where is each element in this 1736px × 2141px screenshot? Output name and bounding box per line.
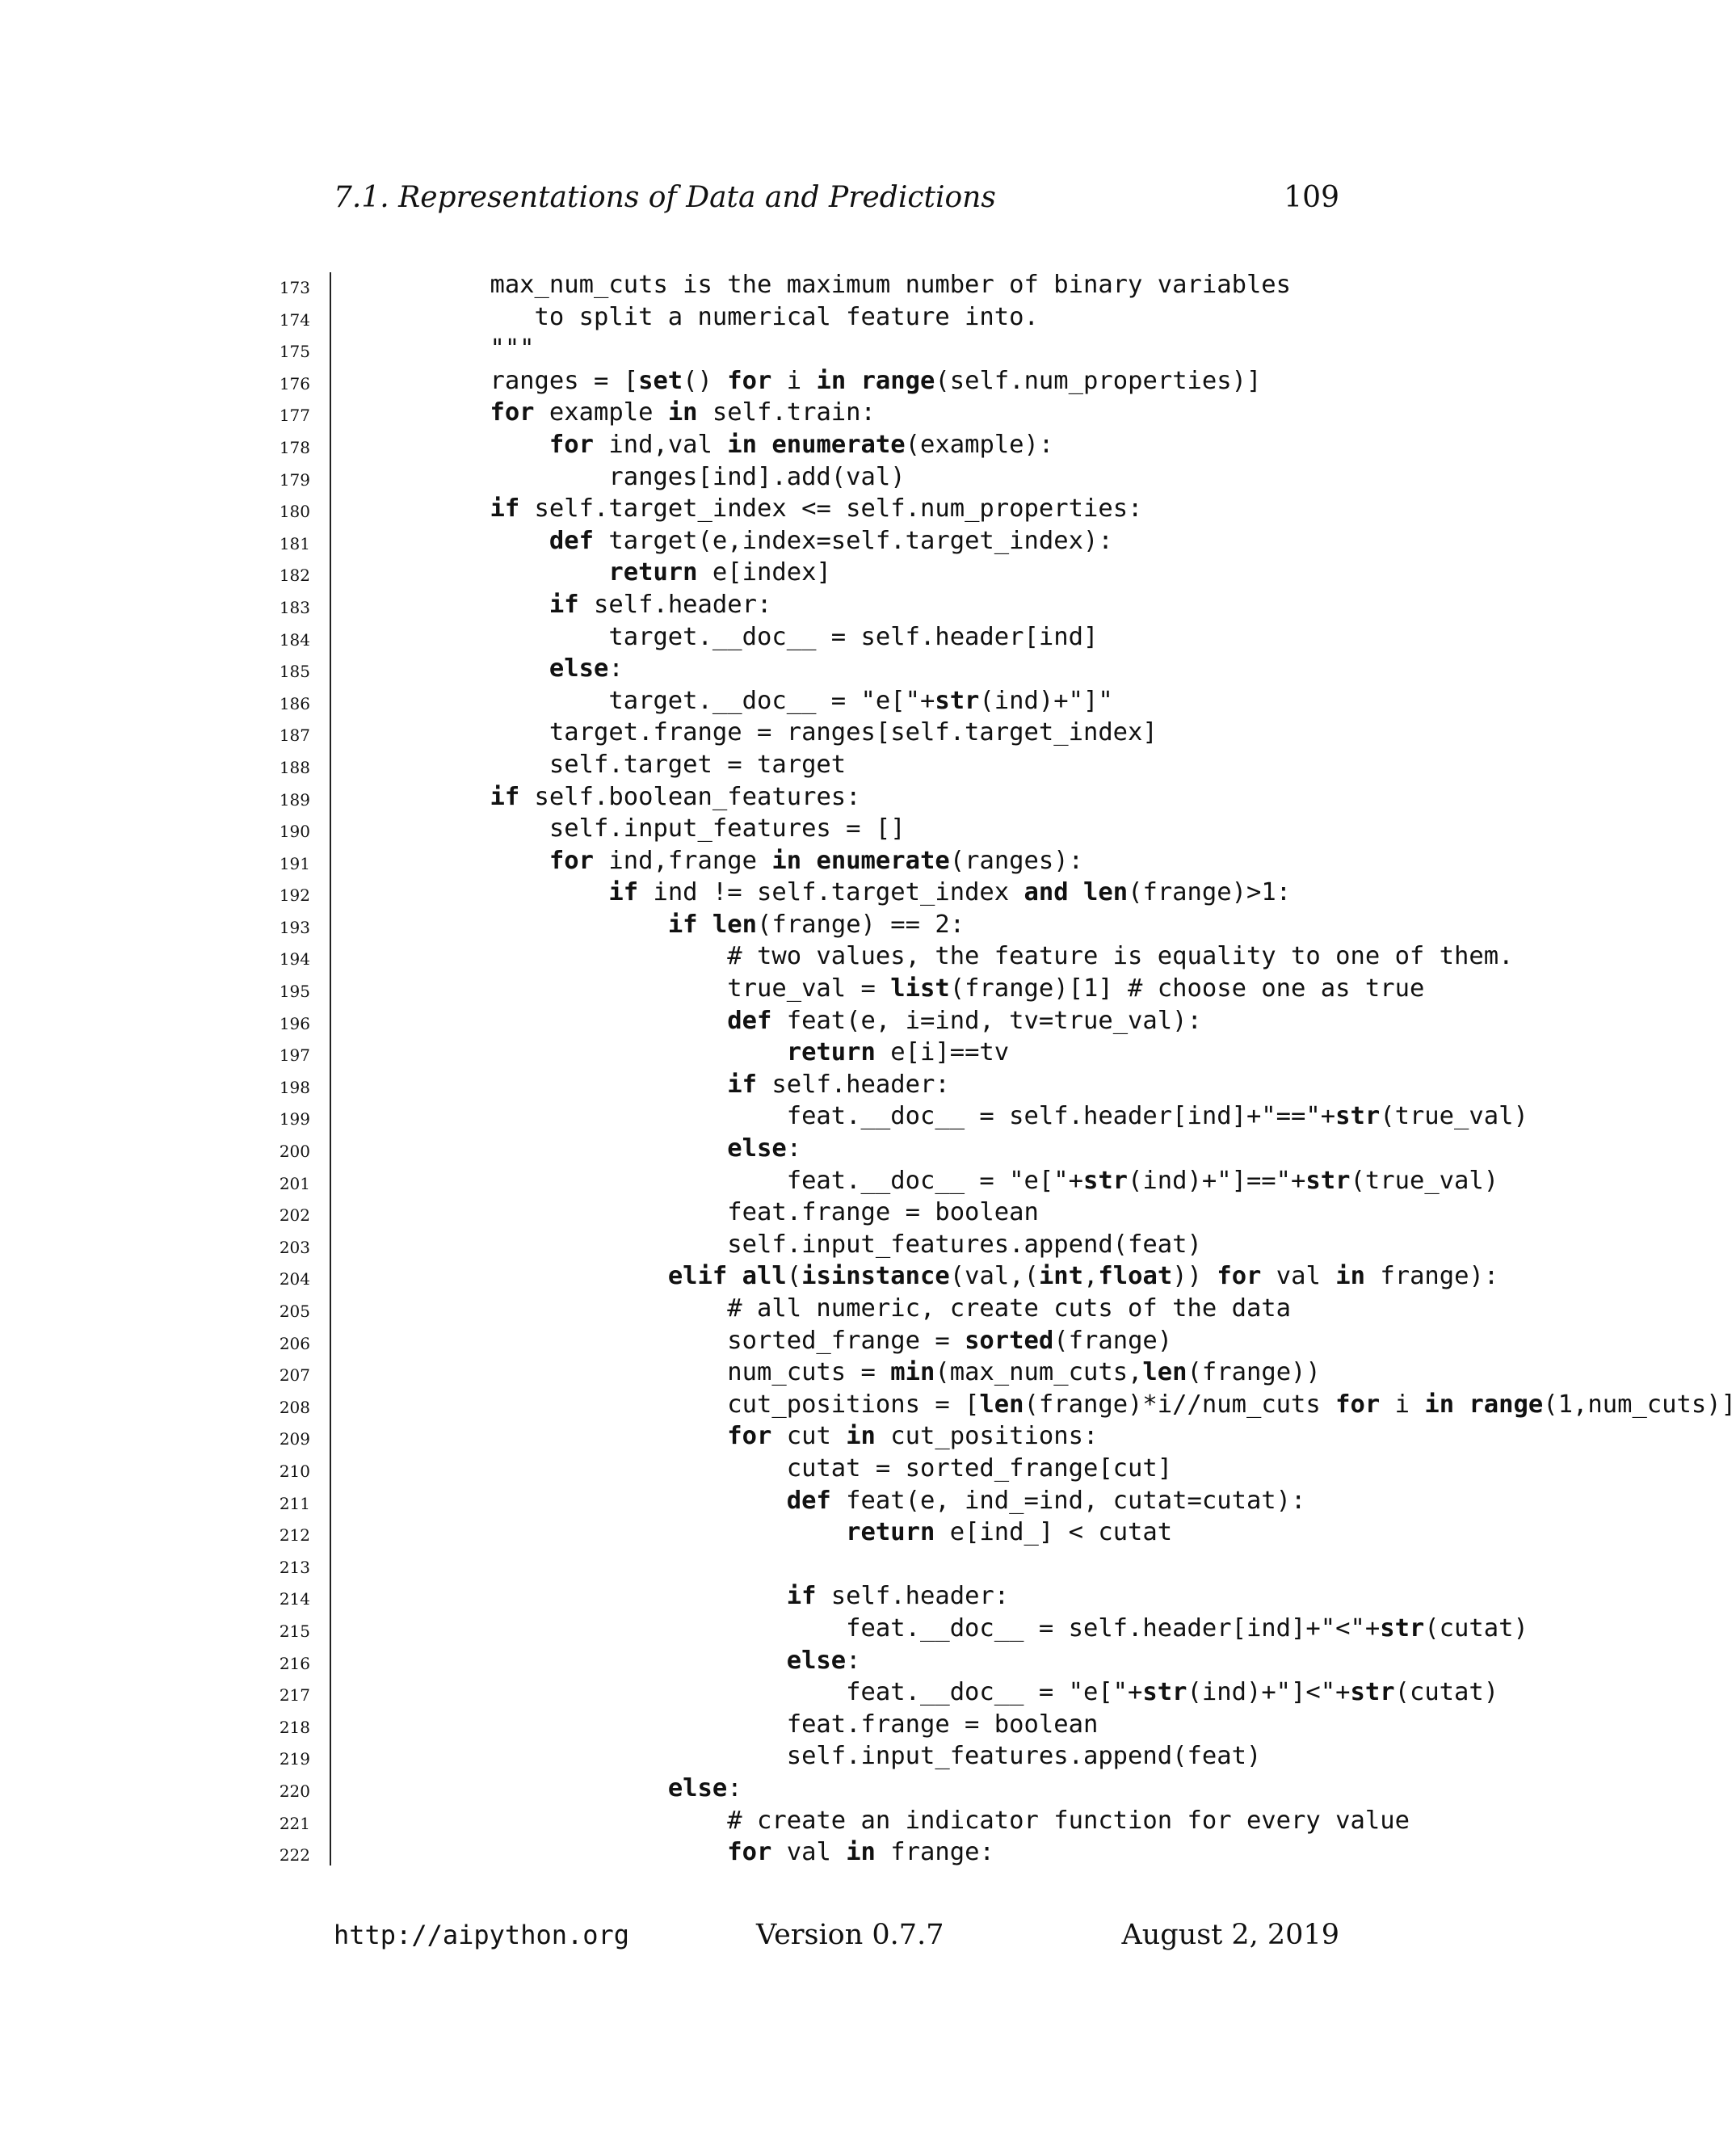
code-line — [259, 940, 1632, 973]
line-number: 213 — [279, 1557, 310, 1577]
line-number: 185 — [279, 662, 310, 682]
code-text: self.input_features.append(feat) — [431, 1230, 1202, 1259]
code-text: elif all(isinstance(val,(int,float)) for val in frange): — [667, 1262, 1499, 1291]
line-number: 201 — [279, 1173, 310, 1193]
line-number: 206 — [279, 1333, 310, 1353]
code-line — [259, 1805, 1632, 1837]
line-number: 202 — [279, 1205, 310, 1226]
page-footer — [334, 1913, 1339, 1957]
code-line — [259, 1229, 1632, 1261]
line-number: 184 — [279, 629, 310, 650]
code-text: ranges[ind].add(val) — [431, 462, 906, 491]
code-text: if ind != self.target_index and len(frange)>1: — [608, 878, 1292, 907]
code-line — [259, 813, 1632, 845]
line-number: 192 — [279, 885, 310, 906]
code-line — [259, 781, 1632, 814]
code-line — [259, 493, 1632, 525]
code-text: for cut in cut_positions: — [727, 1422, 1099, 1451]
line-number: 216 — [279, 1653, 310, 1673]
line-number: 179 — [279, 469, 310, 490]
code-line — [259, 1357, 1632, 1389]
line-number: 173 — [279, 278, 310, 297]
code-line — [259, 1037, 1632, 1069]
code-line — [259, 1293, 1632, 1325]
line-number: 207 — [279, 1365, 310, 1386]
code-text: if self.header: — [786, 1582, 1010, 1611]
code-line — [259, 877, 1632, 909]
code-text: def target(e,index=self.target_index): — [549, 526, 1113, 555]
code-text: max_num_cuts is the maximum number of binary variables — [431, 271, 1292, 299]
line-number: 220 — [279, 1781, 310, 1801]
code-line — [259, 1773, 1632, 1805]
code-text: if self.boolean_features: — [490, 782, 861, 811]
code-line — [259, 845, 1632, 877]
code-line — [259, 1516, 1632, 1549]
code-text: else: — [549, 654, 624, 684]
code-line — [259, 749, 1632, 781]
section-title: 7.1. Representations of Data and Predictions — [334, 181, 996, 214]
line-number: 177 — [279, 406, 310, 426]
code-line — [259, 461, 1632, 494]
line-number: 180 — [279, 502, 310, 522]
code-line — [259, 365, 1632, 397]
code-text: target.__doc__ = self.header[ind] — [431, 622, 1099, 651]
line-number: 209 — [279, 1429, 310, 1449]
code-text: # two values, the feature is equality to one of them. — [431, 942, 1514, 971]
code-text: true_val = list(frange)[1] # choose one as true — [431, 974, 1425, 1003]
code-line — [259, 1325, 1632, 1357]
running-head — [334, 176, 1339, 220]
line-number: 175 — [279, 342, 310, 362]
code-text: return e[i]==tv — [786, 1038, 1010, 1067]
line-number: 189 — [279, 789, 310, 810]
code-line — [259, 1389, 1736, 1421]
line-number: 203 — [279, 1237, 310, 1257]
code-line — [259, 589, 1632, 621]
line-number: 188 — [279, 757, 310, 777]
code-text: ranges = [set() for i in range(self.num_properties)] — [431, 366, 1262, 395]
code-text: self.target = target — [431, 750, 847, 779]
line-number: 219 — [279, 1749, 310, 1769]
code-line — [259, 301, 1632, 334]
code-line — [259, 717, 1632, 749]
code-line — [259, 1645, 1632, 1677]
footer-date: August 2, 2019 — [1121, 1919, 1339, 1951]
code-line — [259, 1165, 1632, 1197]
code-text: for val in frange: — [727, 1838, 994, 1867]
line-number: 204 — [279, 1269, 310, 1289]
code-line — [259, 1580, 1632, 1613]
line-number: 190 — [279, 822, 310, 842]
line-number: 176 — [279, 373, 310, 393]
line-number: 197 — [279, 1045, 310, 1066]
code-line — [259, 269, 1632, 301]
code-text: target.__doc__ = "e["+str(ind)+"]" — [431, 686, 1113, 715]
line-number: 212 — [279, 1525, 310, 1546]
page-number: 109 — [1284, 181, 1339, 214]
code-text: for example in self.train: — [490, 398, 876, 427]
line-number: 208 — [279, 1397, 310, 1417]
code-line — [259, 1676, 1632, 1709]
code-line — [259, 1709, 1632, 1741]
code-text: feat.__doc__ = self.header[ind]+"<"+str(cutat) — [431, 1613, 1528, 1643]
code-line — [259, 1453, 1632, 1485]
line-number: 195 — [279, 982, 310, 1002]
line-number: 182 — [279, 566, 310, 586]
code-text: return e[index] — [608, 558, 831, 587]
code-text: sorted_frange = sorted(frange) — [431, 1326, 1173, 1355]
line-number: 196 — [279, 1013, 310, 1033]
code-text: feat.__doc__ = "e["+str(ind)+"]=="+str(true_val) — [431, 1166, 1499, 1195]
code-text: else: — [727, 1134, 802, 1163]
line-number: 215 — [279, 1621, 310, 1641]
code-text: num_cuts = min(max_num_cuts,len(frange)) — [431, 1358, 1321, 1387]
code-text: for ind,frange in enumerate(ranges): — [549, 846, 1083, 875]
code-line — [259, 973, 1632, 1005]
line-number: 181 — [279, 533, 310, 553]
code-text: self.input_features.append(feat) — [431, 1742, 1262, 1771]
code-line — [259, 1549, 1632, 1581]
line-number: 217 — [279, 1685, 310, 1706]
code-line — [259, 525, 1632, 557]
code-line — [259, 1740, 1632, 1773]
code-line — [259, 1836, 1632, 1869]
code-line — [259, 685, 1632, 717]
line-number: 222 — [279, 1845, 310, 1865]
code-text: cut_positions = [len(frange)*i//num_cuts for i in range(1,num_cuts)] — [431, 1390, 1736, 1419]
code-text: if self.header: — [727, 1070, 950, 1099]
footer-url: http://aipython.org — [334, 1920, 630, 1950]
line-number: 199 — [279, 1109, 310, 1129]
line-number: 186 — [279, 693, 310, 713]
code-line — [259, 1005, 1632, 1037]
code-line — [259, 1485, 1632, 1517]
code-text: feat.__doc__ = "e["+str(ind)+"]<"+str(cutat) — [431, 1678, 1499, 1707]
code-line — [259, 1613, 1632, 1645]
code-line — [259, 1197, 1632, 1229]
line-number: 200 — [279, 1142, 310, 1162]
line-number: 218 — [279, 1717, 310, 1737]
line-number: 194 — [279, 949, 310, 970]
code-line — [259, 653, 1632, 685]
code-text: def feat(e, i=ind, tv=true_val): — [727, 1006, 1202, 1035]
line-number: 178 — [279, 437, 310, 457]
code-text: to split a numerical feature into. — [431, 302, 1039, 331]
code-text: def feat(e, ind_=ind, cutat=cutat): — [786, 1486, 1306, 1515]
code-text: if len(frange) == 2: — [667, 910, 965, 939]
line-number: 193 — [279, 917, 310, 937]
code-line — [259, 1420, 1632, 1453]
code-line — [259, 1100, 1632, 1133]
code-line — [259, 621, 1632, 654]
line-number: 187 — [279, 726, 310, 746]
code-text: feat.frange = boolean — [431, 1710, 1099, 1739]
code-text: # all numeric, create cuts of the data — [431, 1294, 1292, 1323]
line-number: 174 — [279, 309, 310, 330]
line-number: 198 — [279, 1077, 310, 1097]
line-number: 183 — [279, 597, 310, 617]
code-line — [259, 1260, 1632, 1293]
code-line — [259, 1133, 1632, 1165]
code-text: cutat = sorted_frange[cut] — [431, 1453, 1173, 1483]
code-text: for ind,val in enumerate(example): — [549, 430, 1054, 459]
line-number: 191 — [279, 853, 310, 873]
code-text: feat.__doc__ = self.header[ind]+"=="+str(true_val) — [431, 1102, 1528, 1131]
code-text: """ — [431, 334, 535, 364]
code-line — [259, 397, 1632, 429]
code-line — [259, 333, 1632, 365]
code-text: target.frange = ranges[self.target_index] — [431, 718, 1158, 747]
code-text: return e[ind_] < cutat — [846, 1518, 1173, 1547]
line-number: 214 — [279, 1589, 310, 1609]
line-number: 205 — [279, 1302, 310, 1321]
line-number: 210 — [279, 1461, 310, 1481]
code-line — [259, 909, 1632, 941]
footer-version: Version 0.7.7 — [756, 1919, 944, 1951]
code-text: if self.target_index <= self.num_properties: — [490, 494, 1143, 524]
code-text: else: — [786, 1646, 861, 1675]
code-text: feat.frange = boolean — [431, 1198, 1039, 1227]
code-text: self.input_features = [] — [431, 814, 906, 843]
code-text: # create an indicator function for every value — [431, 1806, 1410, 1835]
code-line — [259, 429, 1632, 461]
code-line — [259, 557, 1632, 589]
code-text: else: — [667, 1773, 742, 1802]
code-line — [259, 1069, 1632, 1101]
code-text: if self.header: — [549, 590, 772, 619]
code-listing — [259, 269, 1736, 1869]
line-number: 221 — [279, 1813, 310, 1833]
line-number: 211 — [279, 1493, 310, 1513]
